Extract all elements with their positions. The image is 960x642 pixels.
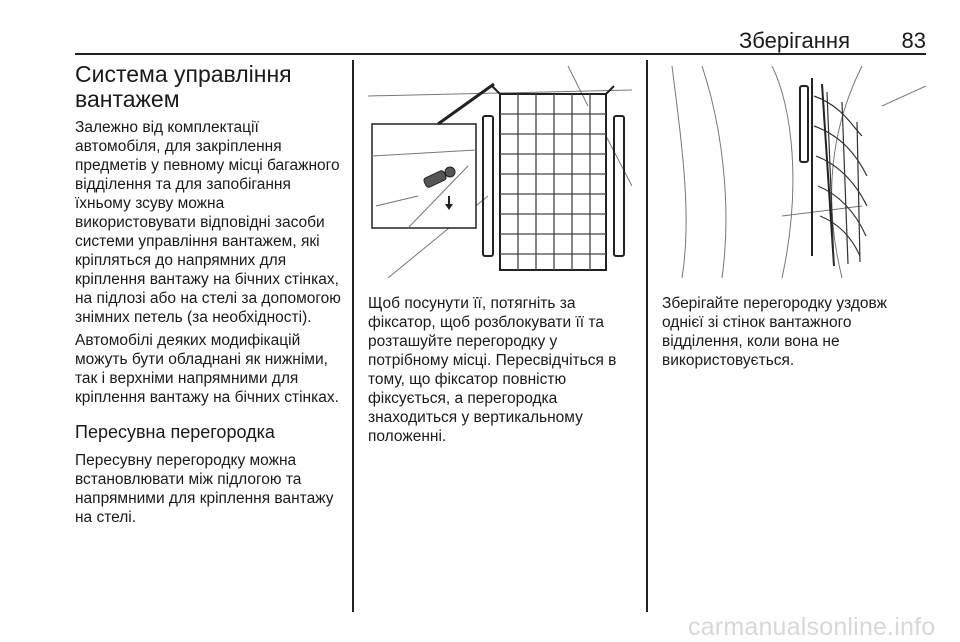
subsection-heading: Пересувна перегородка	[75, 422, 275, 442]
partition-net-illustration	[368, 66, 632, 278]
latch-inset	[372, 124, 476, 228]
column-divider-left	[352, 60, 354, 612]
caption-move-partition: Щоб посунути її, потягніть за фіксатор, щоб розблокувати її та розташуйте перегородку у потрібному місці. Пересвідчіться в тому, що фіксатор повністю фіксується, а перегородка знаходиться у вертикальному положенні.	[368, 295, 617, 445]
caption-store-partition: Зберігайте перегородку уздовж однієї зі стінок вантажного відділення, коли вона не використовується.	[662, 295, 887, 369]
partition-storage-illustration	[662, 66, 926, 278]
paragraph-partition: Пересувну перегородку можна встановлювати між підлогою та напрямними для кріплення вантажу на стелі.	[75, 452, 334, 526]
paragraph-cargo-system: Залежно від комплектації автомобіля, для закріплення предметів у певному місці багажного відділення та для запобігання їхньому зсуву можна використовувати відповідні засоби системи управління вантажем, які кріпляться до напрямних для кріплення вантажу на бічних стінках, на підлозі або на стелі за допомогою знімних петель (за необхідності).	[75, 119, 341, 326]
column-divider-right	[646, 60, 648, 612]
watermark: carmanualsonline.info	[688, 613, 936, 641]
column-1	[75, 62, 343, 531]
header-page-number: 83	[901, 28, 926, 53]
paragraph-rails: Автомобілі деяких модифікацій можуть бути обладнані як нижніми, так і верхніми напрямними для кріплення вантажу на бічних стінках.	[75, 332, 339, 406]
header-rule	[75, 53, 926, 55]
section-heading: Система управління вантажем	[75, 61, 292, 112]
header-section-title: Зберігання	[739, 28, 850, 53]
